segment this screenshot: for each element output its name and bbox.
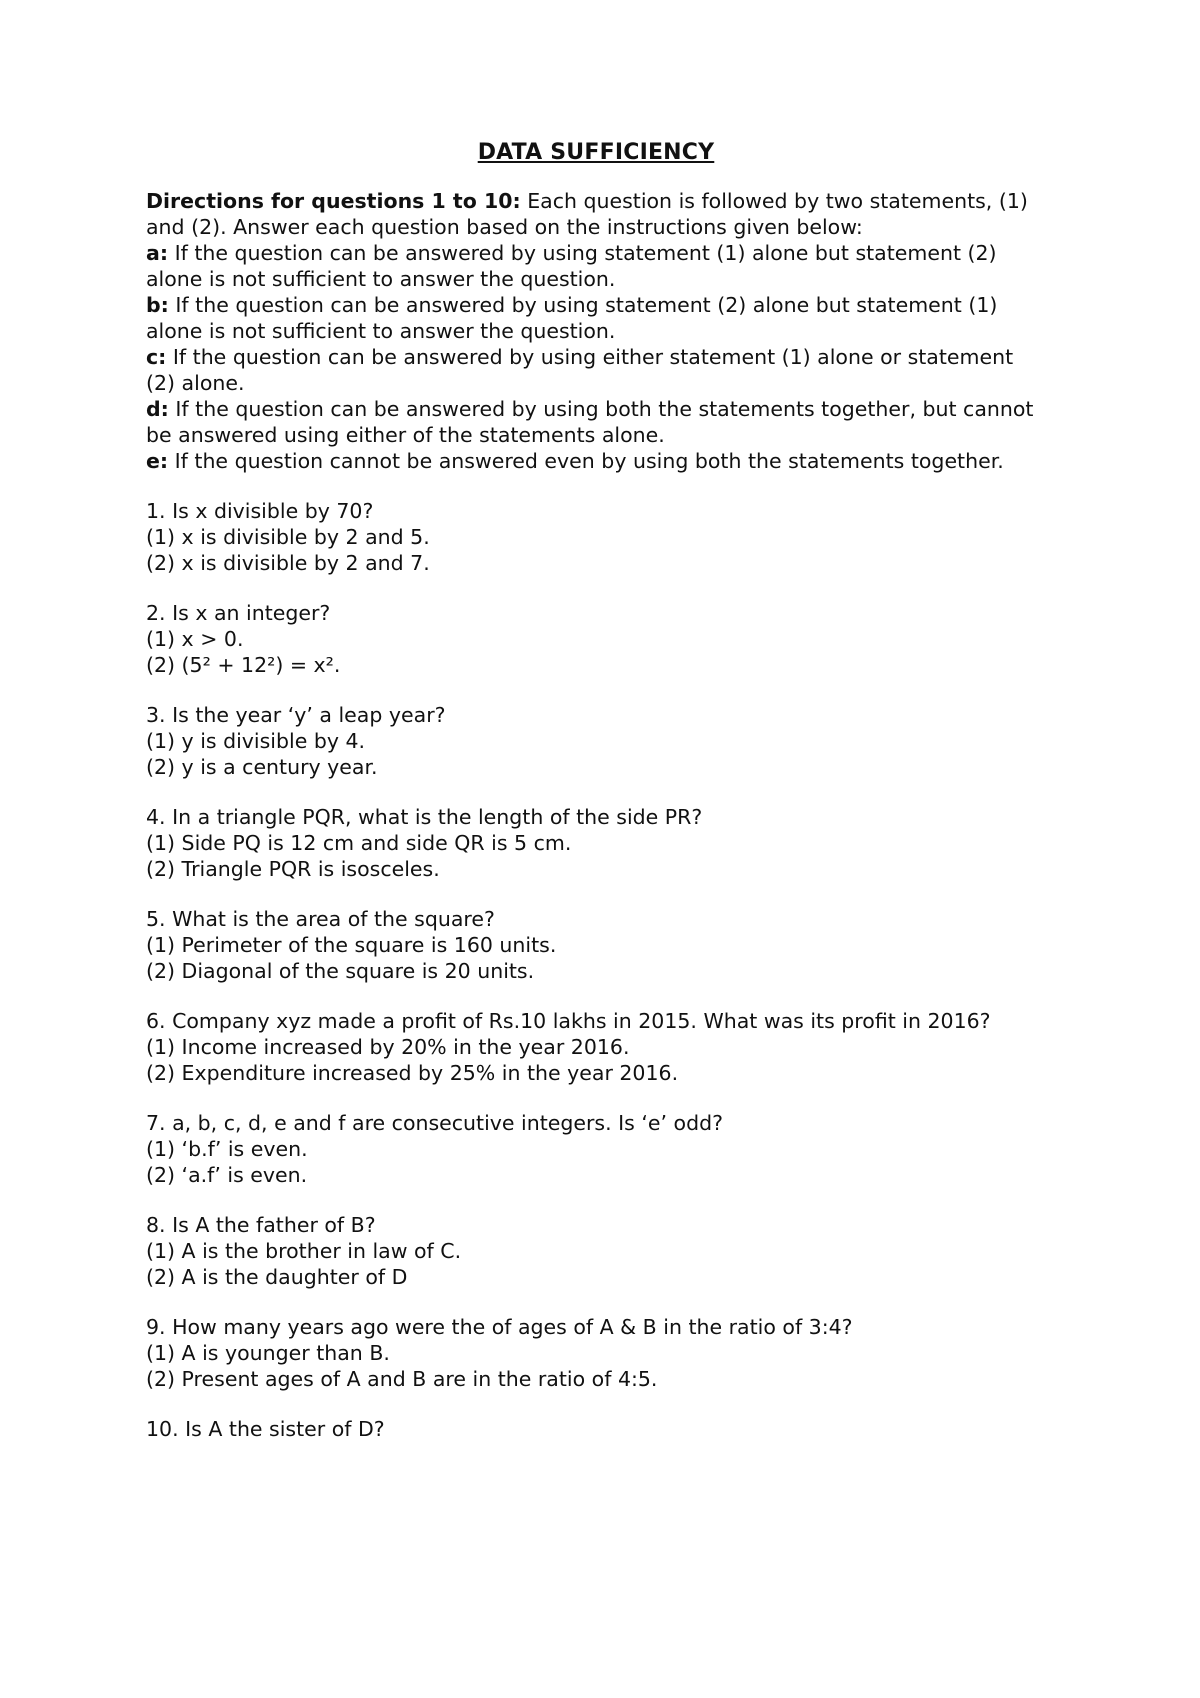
statement-2: (2) Present ages of A and B are in the ratio of 4:5. [146,1367,658,1391]
question-3 [146,702,1046,780]
option-d [146,396,1046,448]
question-8 [146,1212,1046,1290]
question-5 [146,906,1046,984]
option-b [146,292,1046,344]
option-text: If the question can be answered by using both the statements together, but cannot be answered using either of the statements alone. [146,397,1034,447]
option-key: a: [146,241,169,265]
question-text: 5. What is the area of the square? [146,907,495,931]
statement-1: (1) A is younger than B. [146,1341,390,1365]
option-a [146,240,1046,292]
option-key: e: [146,449,169,473]
question-text: 3. Is the year ‘y’ a leap year? [146,703,446,727]
question-text: 1. Is x divisible by 70? [146,499,374,523]
directions-paragraph [146,188,1046,240]
option-text: If the question can be answered by using statement (1) alone but statement (2) alone is not sufficient to answer the question. [146,241,997,291]
question-10 [146,1416,1046,1442]
statement-1: (1) Side PQ is 12 cm and side QR is 5 cm. [146,831,572,855]
statement-2: (2) A is the daughter of D [146,1265,408,1289]
statement-2: (2) y is a century year. [146,755,378,779]
statement-1: (1) y is divisible by 4. [146,729,366,753]
document-page [146,140,1046,1442]
option-e [146,448,1046,474]
option-text: If the question cannot be answered even by using both the statements together. [168,449,1004,473]
statement-2: (2) ‘a.f’ is even. [146,1163,308,1187]
statement-2: (2) Expenditure increased by 25% in the year 2016. [146,1061,679,1085]
question-2 [146,600,1046,678]
option-text: If the question can be answered by using either statement (1) alone or statement (2) alone. [146,345,1014,395]
statement-2: (2) x is divisible by 2 and 7. [146,551,430,575]
question-text: 4. In a triangle PQR, what is the length of the side PR? [146,805,703,829]
directions-label: Directions for questions 1 to 10: [146,189,521,213]
question-text: 9. How many years ago were the of ages of A & B in the ratio of 3:4? [146,1315,853,1339]
statement-2: (2) (5² + 12²) = x². [146,653,341,677]
page-title: DATA SUFFICIENCY [477,140,715,165]
question-text: 7. a, b, c, d, e and f are consecutive integers. Is ‘e’ odd? [146,1111,723,1135]
option-text: If the question can be answered by using statement (2) alone but statement (1) alone is not sufficient to answer the question. [146,293,998,343]
question-text: 10. Is A the sister of D? [146,1417,385,1441]
statement-2: (2) Triangle PQR is isosceles. [146,857,440,881]
question-text: 2. Is x an integer? [146,601,331,625]
question-4 [146,804,1046,882]
question-1 [146,498,1046,576]
option-key: b: [146,293,169,317]
question-6 [146,1008,1046,1086]
question-7 [146,1110,1046,1188]
statement-2: (2) Diagonal of the square is 20 units. [146,959,535,983]
question-text: 8. Is A the father of B? [146,1213,376,1237]
statement-1: (1) A is the brother in law of C. [146,1239,462,1263]
statement-1: (1) x > 0. [146,627,244,651]
statement-1: (1) Perimeter of the square is 160 units. [146,933,557,957]
statement-1: (1) Income increased by 20% in the year 2016. [146,1035,630,1059]
option-key: c: [146,345,167,369]
question-text: 6. Company xyz made a profit of Rs.10 lakhs in 2015. What was its profit in 2016? [146,1009,991,1033]
question-9 [146,1314,1046,1392]
option-c [146,344,1046,396]
directions-text: Each question is followed by two statements, (1) and (2). Answer each question based on the instructions given below: [146,189,1028,239]
option-key: d: [146,397,169,421]
statement-1: (1) x is divisible by 2 and 5. [146,525,430,549]
statement-1: (1) ‘b.f’ is even. [146,1137,308,1161]
